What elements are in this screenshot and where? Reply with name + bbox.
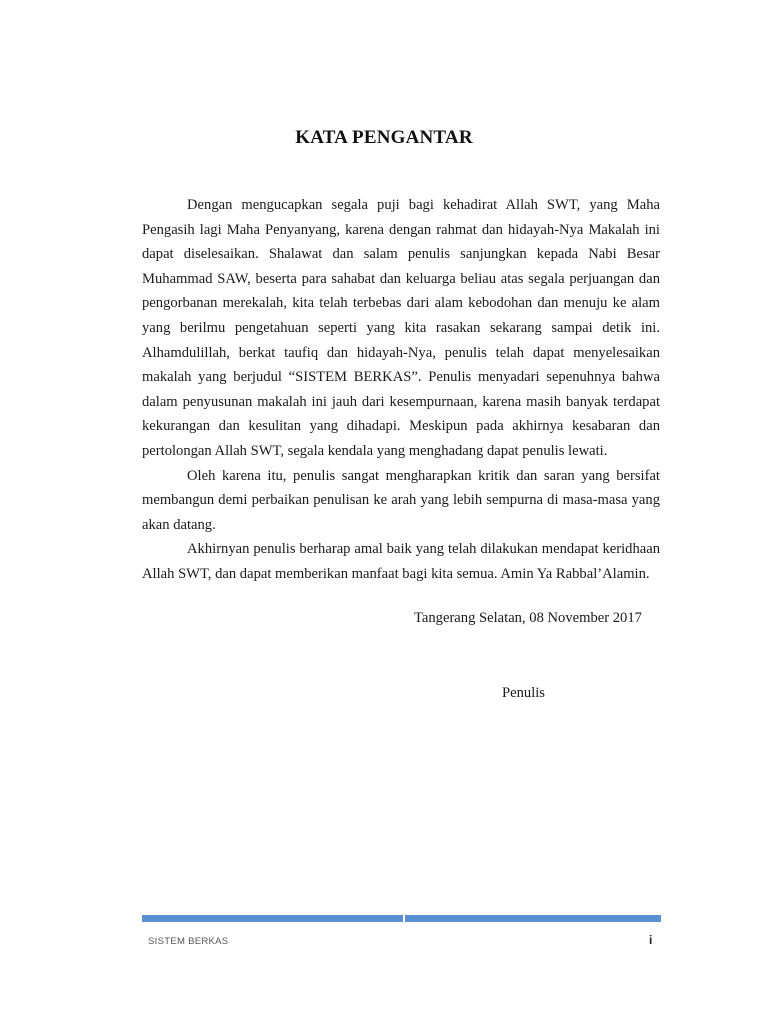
page-title: KATA PENGANTAR	[295, 127, 473, 148]
footer-document-title: SISTEM BERKAS	[148, 936, 229, 947]
footer-divider-right	[405, 915, 661, 922]
footer-divider-left	[142, 915, 403, 922]
place-date: Tangerang Selatan, 08 November 2017	[414, 610, 642, 626]
paragraph-3: Akhirnyan penulis berharap amal baik yang telah dilakukan mendapat keridhaan Allah SWT, dan dapat memberikan manfaat bagi kita semua. Amin Ya Rabbal’Alamin.	[142, 541, 660, 582]
paragraph-1: Dengan mengucapkan segala puji bagi kehadirat Allah SWT, yang Maha Pengasih lagi Maha Penyanyang, karena dengan rahmat dan hidayah-Nya Makalah ini dapat diselesaikan. Shalawat dan salam penulis sanjungkan kepada Nabi Besar Muhammad SAW, beserta para sahabat dan keluarga beliau atas segala perjuangan dan pengorbanan merekalah, kita telah terbebas dari alam kebodohan dan menuju ke alam yang berilmu pengetahuan seperti yang kita rasakan sekarang sampai detik ini. Alhamdulillah, berkat taufiq dan hidayah-Nya, penulis telah dapat menyelesaikan makalah yang berjudul “SISTEM BERKAS”. Penulis menyadari sepenuhnya bahwa dalam penyusunan makalah ini jauh dari kesempurnaan, karena masih banyak terdapat kekurangan dan kesulitan yang dihadapi. Meskipun pada akhirnya kesabaran dan pertolongan Allah SWT, segala kendala yang menghadang dapat penulis lewati.	[142, 197, 660, 459]
page-number: i	[649, 933, 653, 947]
signer-label: Penulis	[502, 685, 545, 701]
paragraph-2: Oleh karena itu, penulis sangat mengharapkan kritik dan saran yang bersifat membangun demi perbaikan penulisan ke arah yang lebih sempurna di masa-masa yang akan datang.	[142, 467, 660, 533]
body-text	[142, 193, 660, 587]
